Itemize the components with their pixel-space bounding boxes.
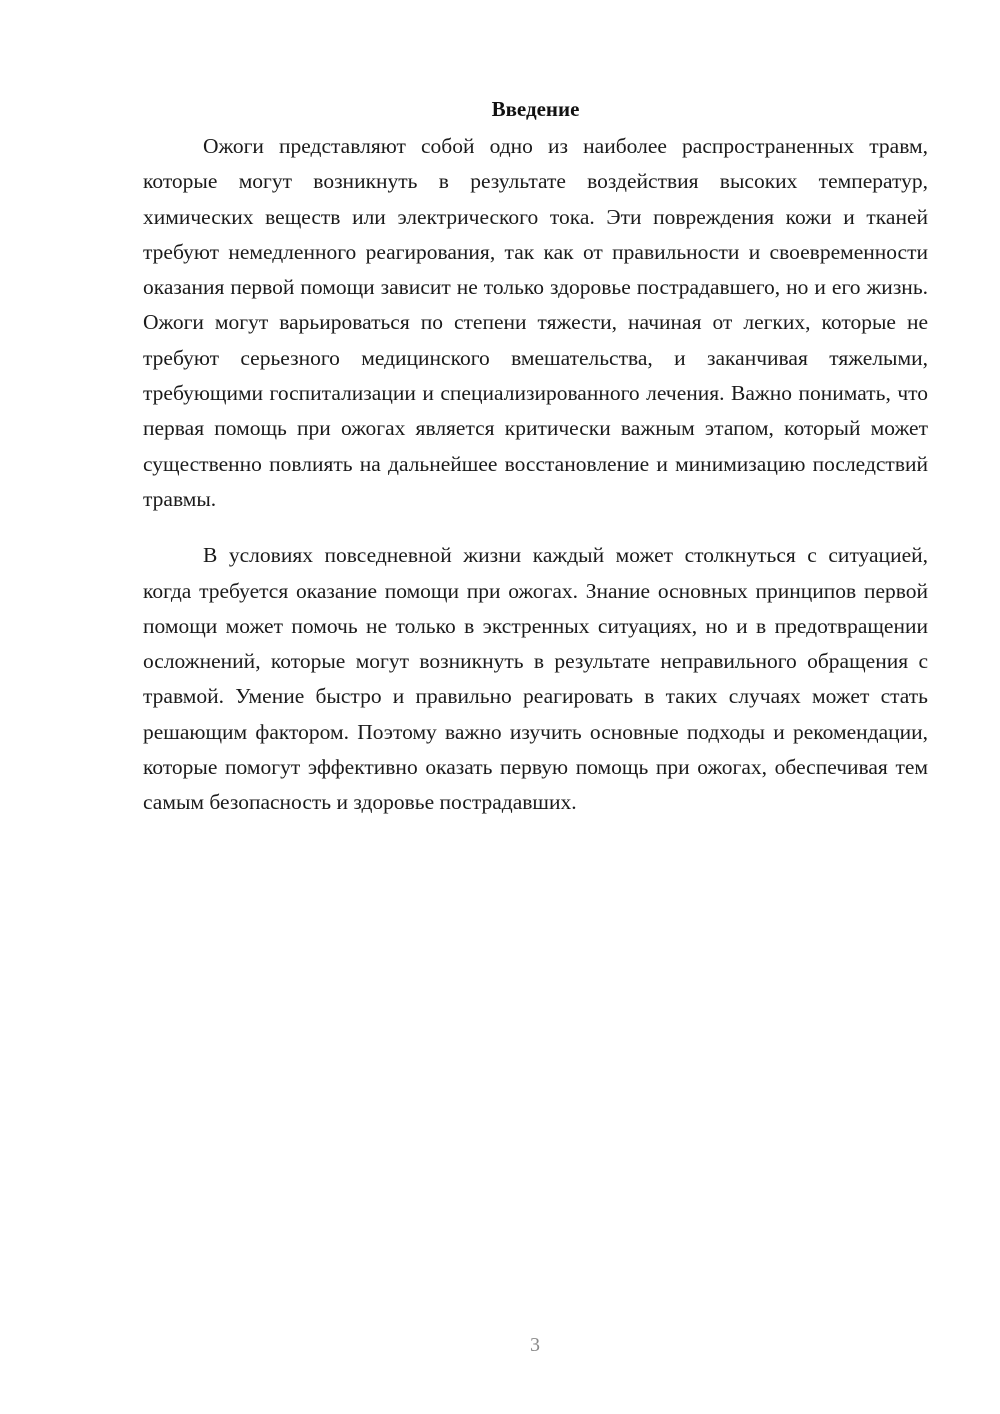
page-number: 3 — [530, 1334, 540, 1356]
paragraph-1: Ожоги представляют собой одно из наиболее распространенных травм, которые могут возникнуть в результате воздействия высоких температур, химических веществ или электрического тока. Эти повреждения кожи и тканей требуют немедленного реагирования, так как от правильности и своевременности оказания первой помощи зависит не только здоровье пострадавшего, но и его жизнь. Ожоги могут варьироваться по степени тяжести, начиная от легких, которые не требуют серьезного медицинского вмешательства, и заканчивая тяжелыми, требующими госпитализации и специализированного лечения. Важно понимать, что первая помощь при ожогах является критически важным этапом, который может существенно повлиять на дальнейшее восстановление и минимизацию последствий травмы. — [143, 134, 928, 511]
page-content — [143, 92, 928, 821]
paragraph-2: В условиях повседневной жизни каждый может столкнуться с ситуацией, когда требуется оказание помощи при ожогах. Знание основных принципов первой помощи может помочь не только в экстренных ситуациях, но и в предотвращении осложнений, которые могут возникнуть в результате неправильного обращения с травмой. Умение быстро и правильно реагировать в таких случаях может стать решающим фактором. Поэтому важно изучить основные подходы и рекомендации, которые помогут эффективно оказать первую помощь при ожогах, обеспечивая тем самым безопасность и здоровье пострадавших. — [143, 543, 928, 815]
section-heading: Введение — [491, 97, 580, 121]
